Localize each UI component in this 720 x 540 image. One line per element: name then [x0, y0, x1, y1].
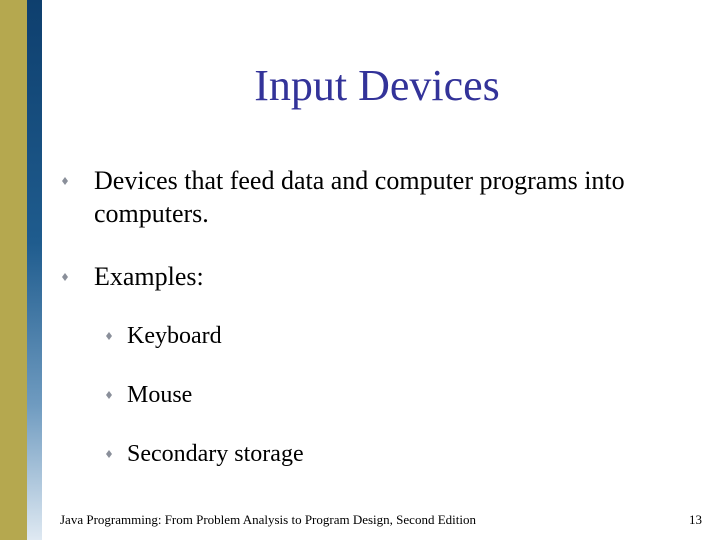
bullet-diamond-icon	[62, 273, 68, 281]
sub-bullet-item	[106, 380, 696, 410]
left-accent-bar-blue	[27, 0, 42, 540]
bullet-text: Examples:	[94, 262, 204, 291]
slide-title: Input Devices	[254, 61, 500, 110]
bullet-item	[62, 164, 702, 230]
bullet-item	[62, 260, 702, 293]
slide-footer: Java Programming: From Problem Analysis to Program Design, Second Edition	[60, 512, 476, 527]
bullet-diamond-icon	[106, 450, 112, 458]
sub-bullet-item	[106, 439, 696, 469]
bullet-diamond-icon	[106, 391, 112, 399]
sub-bullet-text: Mouse	[127, 382, 193, 408]
bullet-text: Devices that feed data and computer programs into computers.	[94, 166, 625, 228]
sub-bullet-text: Secondary storage	[127, 441, 304, 467]
left-accent-bar-olive	[0, 0, 27, 540]
page-number: 13	[689, 512, 702, 527]
sub-bullet-item	[106, 321, 696, 351]
sub-bullet-text: Keyboard	[127, 323, 222, 349]
bullet-diamond-icon	[106, 332, 112, 340]
bullet-diamond-icon	[62, 177, 68, 185]
